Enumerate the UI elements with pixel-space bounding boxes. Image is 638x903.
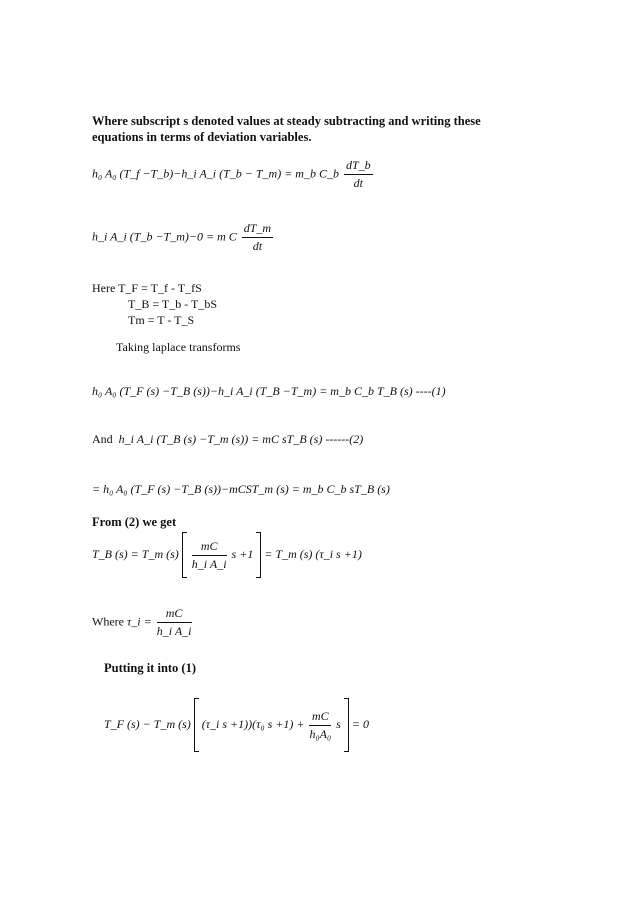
tau-denominator: h_i A_i xyxy=(156,624,192,638)
equation-1-numerator: dT_b xyxy=(344,158,373,175)
equation-2-fraction xyxy=(242,221,273,254)
equation-5: = h₀ A₀ (T_F (s) −T_B (s))−mCST_m (s) = m_b C_b sT_B (s) xyxy=(92,482,390,496)
equation-6-fraction xyxy=(192,539,227,572)
definition-tf: Here T_F = T_f - T_fS xyxy=(92,281,202,295)
equation-4-body: h_i A_i (T_B (s) −T_m (s)) = mC sT_B (s) ------(2) xyxy=(118,432,364,446)
equation-6-rhs: = T_m (s) (τ_i s +1) xyxy=(264,546,362,561)
equation-7-denominator: h₀A₀ xyxy=(309,726,332,741)
taking-laplace-heading: Taking laplace transforms xyxy=(116,340,241,354)
equation-1-denominator: dt xyxy=(353,176,363,190)
putting-heading: Putting it into (1) xyxy=(104,661,197,675)
definition-tb: T_B = T_b - T_bS xyxy=(128,297,217,311)
equation-7-rhs: = 0 xyxy=(351,716,369,731)
equation-6-numerator: mC xyxy=(192,539,227,556)
equation-1-fraction xyxy=(344,158,373,191)
equation-4-prefix: And xyxy=(92,432,113,446)
equation-7-fraction xyxy=(309,709,331,742)
equation-3: h₀ A₀ (T_F (s) −T_B (s))−h_i A_i (T_B −T_m) = m_b C_b T_B (s) ----(1) xyxy=(92,384,446,398)
equation-1-lhs: h₀ A₀ (T_f −T_b)−h_i A_i (T_b − T_m) = m_b C_b xyxy=(92,166,339,181)
equation-2-lhs: h_i A_i (T_b −T_m)−0 = m C xyxy=(92,229,237,244)
equation-7 xyxy=(104,698,369,752)
equation-2-denominator: dt xyxy=(252,239,263,253)
equation-6-denominator: h_i A_i xyxy=(191,556,227,571)
intro-line-2: equations in terms of deviation variables. xyxy=(92,130,312,144)
equation-6-lhs: T_B (s) = T_m (s) xyxy=(92,546,179,561)
definition-tm: Tm = T - T_S xyxy=(128,313,195,327)
equation-6-inner-tail: s +1 xyxy=(231,546,254,561)
tau-definition xyxy=(92,606,194,639)
intro-line-1: Where subscript s denoted values at steady subtracting and writing these xyxy=(92,114,481,128)
equation-2 xyxy=(92,221,275,254)
from-2-heading: From (2) we get xyxy=(92,515,177,529)
tau-symbol: τ_i = xyxy=(126,614,152,629)
left-bracket xyxy=(182,532,187,578)
equation-6 xyxy=(92,532,362,578)
equation-4 xyxy=(92,432,363,447)
left-bracket xyxy=(194,698,199,752)
right-bracket xyxy=(344,698,349,752)
equation-1 xyxy=(92,158,375,191)
equation-7-inner-2: s xyxy=(336,716,341,731)
right-bracket xyxy=(256,532,261,578)
tau-fraction xyxy=(157,606,192,639)
equation-2-numerator: dT_m xyxy=(242,221,273,238)
tau-numerator: mC xyxy=(157,606,192,623)
equation-7-inner-1: (τ_i s +1))(τ₀ s +1) + xyxy=(201,716,305,731)
equation-7-numerator: mC xyxy=(309,709,331,726)
tau-definition-prefix: Where xyxy=(92,614,124,629)
equation-7-lhs: T_F (s) − T_m (s) xyxy=(104,716,191,731)
